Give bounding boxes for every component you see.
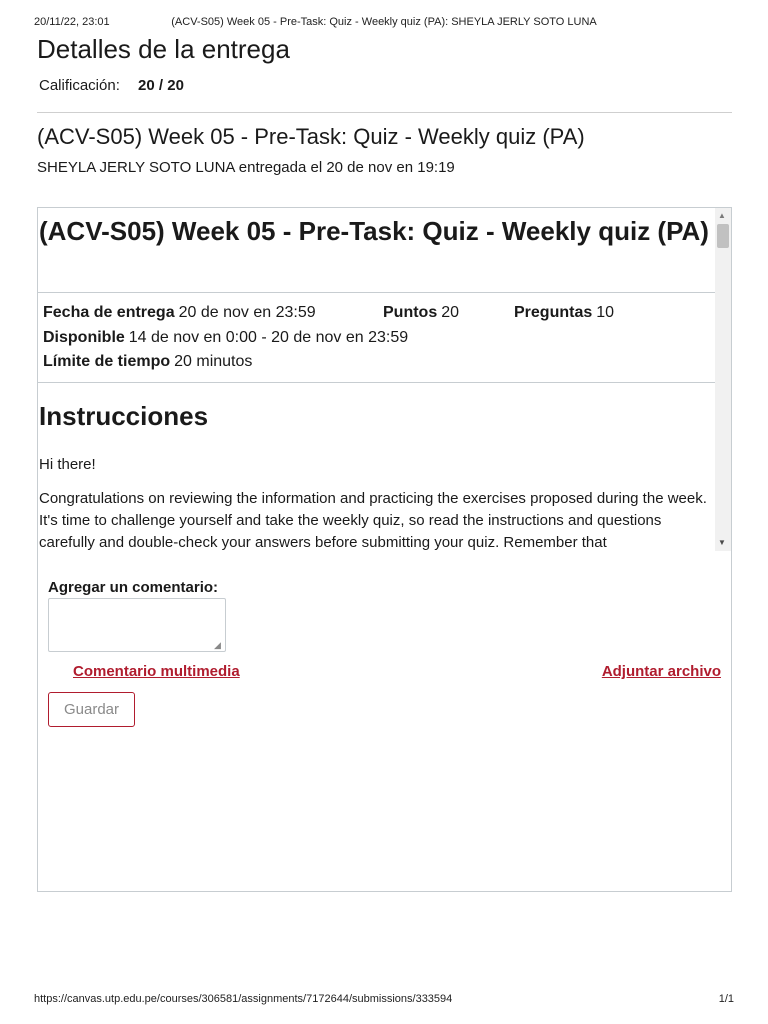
- time-limit-value: 20 minutos: [174, 353, 253, 370]
- availability-value: 14 de nov en 0:00 - 20 de nov en 23:59: [128, 329, 409, 346]
- quiz-title: (ACV-S05) Week 05 - Pre-Task: Quiz - Weekly quiz (PA): [39, 216, 709, 246]
- submission-preview-frame: [37, 207, 732, 892]
- submission-info: SHEYLA JERLY SOTO LUNA entregada el 20 de nov en 19:19: [37, 159, 455, 176]
- quiz-meta-divider: [38, 382, 715, 383]
- due-date-value: 20 de nov en 23:59: [178, 304, 316, 321]
- points-value: 20: [441, 304, 460, 321]
- instructions-body: Congratulations on reviewing the information and practicing the exercises proposed during the week. It's time to challenge yourself and take the weekly quiz, so read the instructions and questions carefully and double-check your answers before submitting your quiz. Remember that: [39, 490, 707, 551]
- comment-textarea[interactable]: [48, 598, 226, 652]
- print-url: https://canvas.utp.edu.pe/courses/306581/assignments/7172644/submissions/333594: [34, 993, 453, 1005]
- points-label: Puntos: [383, 304, 438, 321]
- instructions-heading: Instrucciones: [39, 401, 209, 431]
- scrollbar-thumb[interactable]: [717, 224, 729, 248]
- save-button[interactable]: Guardar: [48, 692, 135, 727]
- submission-title: (ACV-S05) Week 05 - Pre-Task: Quiz - Weekly quiz (PA): [37, 124, 585, 149]
- time-limit: [43, 353, 252, 371]
- vertical-scrollbar[interactable]: [715, 208, 731, 551]
- scroll-down-arrow-icon[interactable]: ▼: [718, 538, 726, 547]
- print-datetime: 20/11/22, 23:01: [34, 16, 110, 28]
- scroll-up-arrow-icon[interactable]: ▲: [718, 211, 726, 220]
- quiz-preview-scroll-area[interactable]: [38, 208, 715, 551]
- print-document-title: (ACV-S05) Week 05 - Pre-Task: Quiz - Weekly quiz (PA): SHEYLA JERLY SOTO LUNA: [171, 16, 597, 28]
- due-date-label: Fecha de entrega: [43, 304, 175, 321]
- grade-value: 20 / 20: [138, 77, 184, 94]
- grade-row: [39, 77, 184, 94]
- header-divider: [37, 112, 732, 113]
- quiz-title-divider: [38, 292, 715, 293]
- print-header: [0, 16, 768, 30]
- attach-file-link[interactable]: Adjuntar archivo: [601, 663, 721, 680]
- availability: [43, 329, 408, 347]
- questions-value: 10: [596, 304, 615, 321]
- time-limit-label: Límite de tiempo: [43, 353, 171, 370]
- points: [383, 304, 459, 322]
- instructions-greeting: Hi there!: [39, 456, 96, 473]
- media-comment-link[interactable]: Comentario multimedia: [73, 663, 240, 680]
- due-date: [43, 304, 316, 322]
- page-title: Detalles de la entrega: [37, 34, 290, 64]
- grade-label: Calificación:: [39, 77, 120, 94]
- availability-label: Disponible: [43, 329, 125, 346]
- print-page-number: 1/1: [718, 993, 734, 1005]
- comment-label: Agregar un comentario:: [48, 579, 219, 596]
- questions-label: Preguntas: [514, 304, 593, 321]
- resize-grip-icon[interactable]: ◢: [214, 640, 221, 650]
- questions: [514, 304, 614, 322]
- print-footer: [0, 993, 768, 1007]
